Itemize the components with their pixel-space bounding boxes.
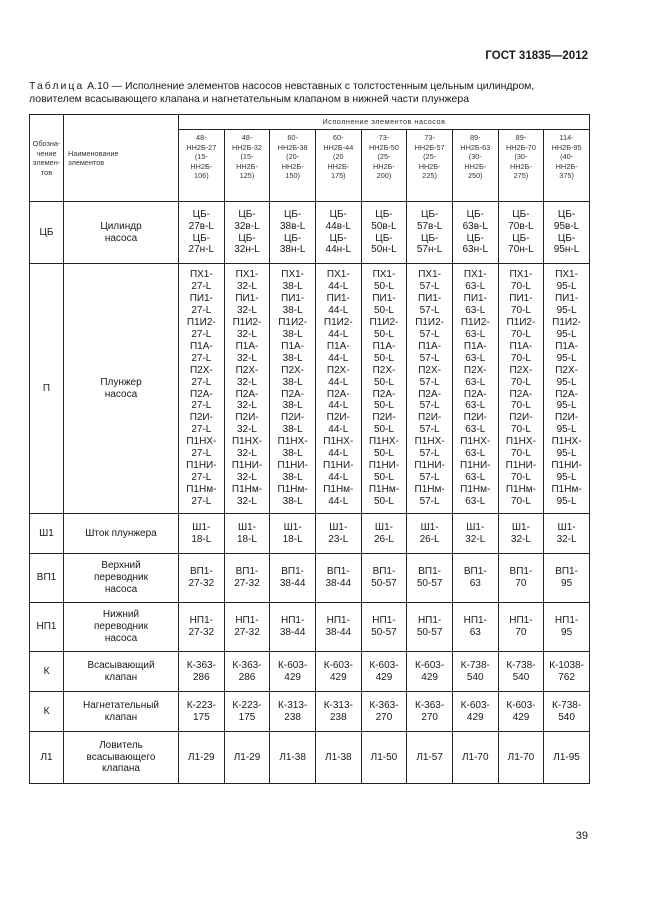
header-version: 48- НН2Б-32 (15- НН2Б- 125): [224, 130, 270, 202]
table-cell: ВП1- 27-32: [224, 554, 270, 603]
table-cell: Л1-38: [315, 732, 361, 784]
table-cell: ПХ1- 38-L ПИ1- 38-L П1И2- 38-L П1А- 38-L П2Х- 38-L П2А- 38-L П2И- 38-L П1НХ- 38-L П1НИ- 38-L П1Нм- 38-L: [270, 264, 316, 514]
table-cell: Л1-95: [544, 732, 590, 784]
table-cell: Ш1- 32-L: [544, 514, 590, 554]
table-cell: Ш1- 18-L: [179, 514, 225, 554]
element-name: Нагнетательный клапан: [64, 692, 179, 732]
table-cell: ПХ1- 32-L ПИ1- 32-L П1И2- 32-L П1А- 32-L П2Х- 32-L П2А- 32-L П2И- 32-L П1НХ- 32-L П1НИ- 32-L П1Нм- 32-L: [224, 264, 270, 514]
table-cell: К-603- 429: [452, 692, 498, 732]
table-row: [30, 514, 590, 554]
table-row: [30, 732, 590, 784]
table-cell: НП1- 50-57: [407, 603, 453, 652]
element-name: Шток плунжера: [64, 514, 179, 554]
element-code: К: [30, 692, 64, 732]
standard-number: ГОСТ 31835—2012: [485, 50, 588, 62]
header-version: 89- НН2Б-63 (30- НН2Б- 250): [452, 130, 498, 202]
table-cell: Л1-70: [498, 732, 544, 784]
header-version: 73- НН2Б-50 (25- НН2Б- 200): [361, 130, 407, 202]
caption-label: Таблица: [29, 80, 85, 92]
table-cell: НП1- 63: [452, 603, 498, 652]
header-version: 60- НН2Б-38 (20- НН2Б- 150): [270, 130, 316, 202]
table-row: [30, 554, 590, 603]
table-cell: К-603- 429: [270, 652, 316, 692]
table-cell: ПХ1- 50-L ПИ1- 50-L П1И2- 50-L П1А- 50-L П2Х- 50-L П2А- 50-L П2И- 50-L П1НХ- 50-L П1НИ- 50-L П1Нм- 50-L: [361, 264, 407, 514]
header-version: 114- НН2Б-95 (40- НН2Б- 375): [544, 130, 590, 202]
element-name: Цилиндр насоса: [64, 202, 179, 264]
element-name: Ловитель всасывающего клапана: [64, 732, 179, 784]
table-row: [30, 692, 590, 732]
table-cell: Ш1- 26-L: [407, 514, 453, 554]
table-cell: ПХ1- 27-L ПИ1- 27-L П1И2- 27-L П1А- 27-L П2Х- 27-L П2А- 27-L П2И- 27-L П1НХ- 27-L П1НИ- 27-L П1Нм- 27-L: [179, 264, 225, 514]
table-cell: К-223- 175: [224, 692, 270, 732]
table-caption: [29, 80, 589, 106]
element-code: Л1: [30, 732, 64, 784]
table-cell: Ш1- 32-L: [498, 514, 544, 554]
header-code: Обозна- чение элемен- тов: [30, 115, 64, 202]
table-cell: ПХ1- 63-L ПИ1- 63-L П1И2- 63-L П1А- 63-L П2Х- 63-L П2А- 63-L П2И- 63-L П1НХ- 63-L П1НИ- 63-L П1Нм- 63-L: [452, 264, 498, 514]
table-cell: ВП1- 63: [452, 554, 498, 603]
table-row: [30, 202, 590, 264]
header-version: 73- НН2Б-57 (25- НН2Б- 225): [407, 130, 453, 202]
table-cell: К-603- 429: [407, 652, 453, 692]
table-cell: ВП1- 38-44: [270, 554, 316, 603]
table-cell: К-363- 286: [224, 652, 270, 692]
table-cell: Л1-29: [224, 732, 270, 784]
table-cell: ЦБ- 38в-L ЦБ- 38н-L: [270, 202, 316, 264]
table-cell: К-1038- 762: [544, 652, 590, 692]
table-row: [30, 603, 590, 652]
element-name: Нижний переводник насоса: [64, 603, 179, 652]
table-cell: Л1-38: [270, 732, 316, 784]
table-cell: К-603- 429: [361, 652, 407, 692]
table-cell: ВП1- 95: [544, 554, 590, 603]
table-cell: Л1-29: [179, 732, 225, 784]
header-versions-group: Исполнение элементов насосов: [179, 115, 590, 130]
table-cell: К-363- 270: [361, 692, 407, 732]
table-cell: ПХ1- 44-L ПИ1- 44-L П1И2- 44-L П1А- 44-L П2Х- 44-L П2А- 44-L П2И- 44-L П1НХ- 44-L П1НИ- 44-L П1Нм- 44-L: [315, 264, 361, 514]
header-version: 48- НН2Б-27 (15- НН2Б- 106): [179, 130, 225, 202]
table-cell: ПХ1- 95-L ПИ1- 95-L П1И2- 95-L П1А- 95-L П2Х- 95-L П2А- 95-L П2И- 95-L П1НХ- 95-L П1НИ- 95-L П1Нм- 95-L: [544, 264, 590, 514]
caption-text: А.10 — Исполнение элементов насосов невставных с толстостенным цельным цилиндром, ловителем всасывающего клапана и нагнетательным клапаном в нижней части плунжера: [29, 80, 535, 105]
table-cell: К-738- 540: [452, 652, 498, 692]
element-name: Плунжер насоса: [64, 264, 179, 514]
table-cell: К-313- 238: [270, 692, 316, 732]
table-cell: ПХ1- 57-L ПИ1- 57-L П1И2- 57-L П1А- 57-L П2Х- 57-L П2А- 57-L П2И- 57-L П1НХ- 57-L П1НИ- 57-L П1Нм- 57-L: [407, 264, 453, 514]
table-cell: Ш1- 18-L: [224, 514, 270, 554]
table-cell: К-603- 429: [498, 692, 544, 732]
table-cell: ЦБ- 57в-L ЦБ- 57н-L: [407, 202, 453, 264]
table-cell: К-603- 429: [315, 652, 361, 692]
table-cell: ВП1- 50-57: [407, 554, 453, 603]
table-cell: ЦБ- 32в-L ЦБ- 32н-L: [224, 202, 270, 264]
element-code: НП1: [30, 603, 64, 652]
table-cell: ЦБ- 95в-L ЦБ- 95н-L: [544, 202, 590, 264]
table-cell: НП1- 38-44: [315, 603, 361, 652]
table-cell: К-738- 540: [498, 652, 544, 692]
table-cell: НП1- 50-57: [361, 603, 407, 652]
table-cell: ВП1- 38-44: [315, 554, 361, 603]
element-code: ЦБ: [30, 202, 64, 264]
table-cell: Л1-50: [361, 732, 407, 784]
table-cell: ВП1- 27-32: [179, 554, 225, 603]
element-name: Всасывающий клапан: [64, 652, 179, 692]
element-name: Верхний переводник насоса: [64, 554, 179, 603]
table-cell: ЦБ- 50в-L ЦБ- 50н-L: [361, 202, 407, 264]
table-cell: К-223- 175: [179, 692, 225, 732]
header-name: Наименование элементов: [64, 115, 179, 202]
table-cell: Л1-57: [407, 732, 453, 784]
table-cell: Л1-70: [452, 732, 498, 784]
table-cell: К-313- 238: [315, 692, 361, 732]
table-cell: ЦБ- 44в-L ЦБ- 44н-L: [315, 202, 361, 264]
table-cell: Ш1- 26-L: [361, 514, 407, 554]
header-version: 89- НН2Б-70 (30- НН2Б- 275): [498, 130, 544, 202]
table-cell: К-363- 270: [407, 692, 453, 732]
table-cell: НП1- 95: [544, 603, 590, 652]
element-code: ВП1: [30, 554, 64, 603]
table-cell: НП1- 70: [498, 603, 544, 652]
table-row: [30, 264, 590, 514]
table-cell: НП1- 27-32: [224, 603, 270, 652]
table-cell: ЦБ- 27в-L ЦБ- 27н-L: [179, 202, 225, 264]
table-cell: НП1- 27-32: [179, 603, 225, 652]
table-cell: ПХ1- 70-L ПИ1- 70-L П1И2- 70-L П1А- 70-L П2Х- 70-L П2А- 70-L П2И- 70-L П1НХ- 70-L П1НИ- 70-L П1Нм- 70-L: [498, 264, 544, 514]
table-cell: НП1- 38-44: [270, 603, 316, 652]
element-code: Ш1: [30, 514, 64, 554]
element-code: К: [30, 652, 64, 692]
table-cell: ВП1- 50-57: [361, 554, 407, 603]
elements-table: [29, 114, 590, 784]
table-cell: Ш1- 18-L: [270, 514, 316, 554]
page-number: 39: [575, 830, 588, 842]
table-cell: К-363- 286: [179, 652, 225, 692]
header-version: 60- НН2Б-44 (20 НН2Б- 175): [315, 130, 361, 202]
table-cell: К-738- 540: [544, 692, 590, 732]
table-row: [30, 652, 590, 692]
table-cell: ЦБ- 70в-L ЦБ- 70н-L: [498, 202, 544, 264]
table-cell: ВП1- 70: [498, 554, 544, 603]
table-cell: Ш1- 23-L: [315, 514, 361, 554]
element-code: П: [30, 264, 64, 514]
table-cell: Ш1- 32-L: [452, 514, 498, 554]
table-cell: ЦБ- 63в-L ЦБ- 63н-L: [452, 202, 498, 264]
